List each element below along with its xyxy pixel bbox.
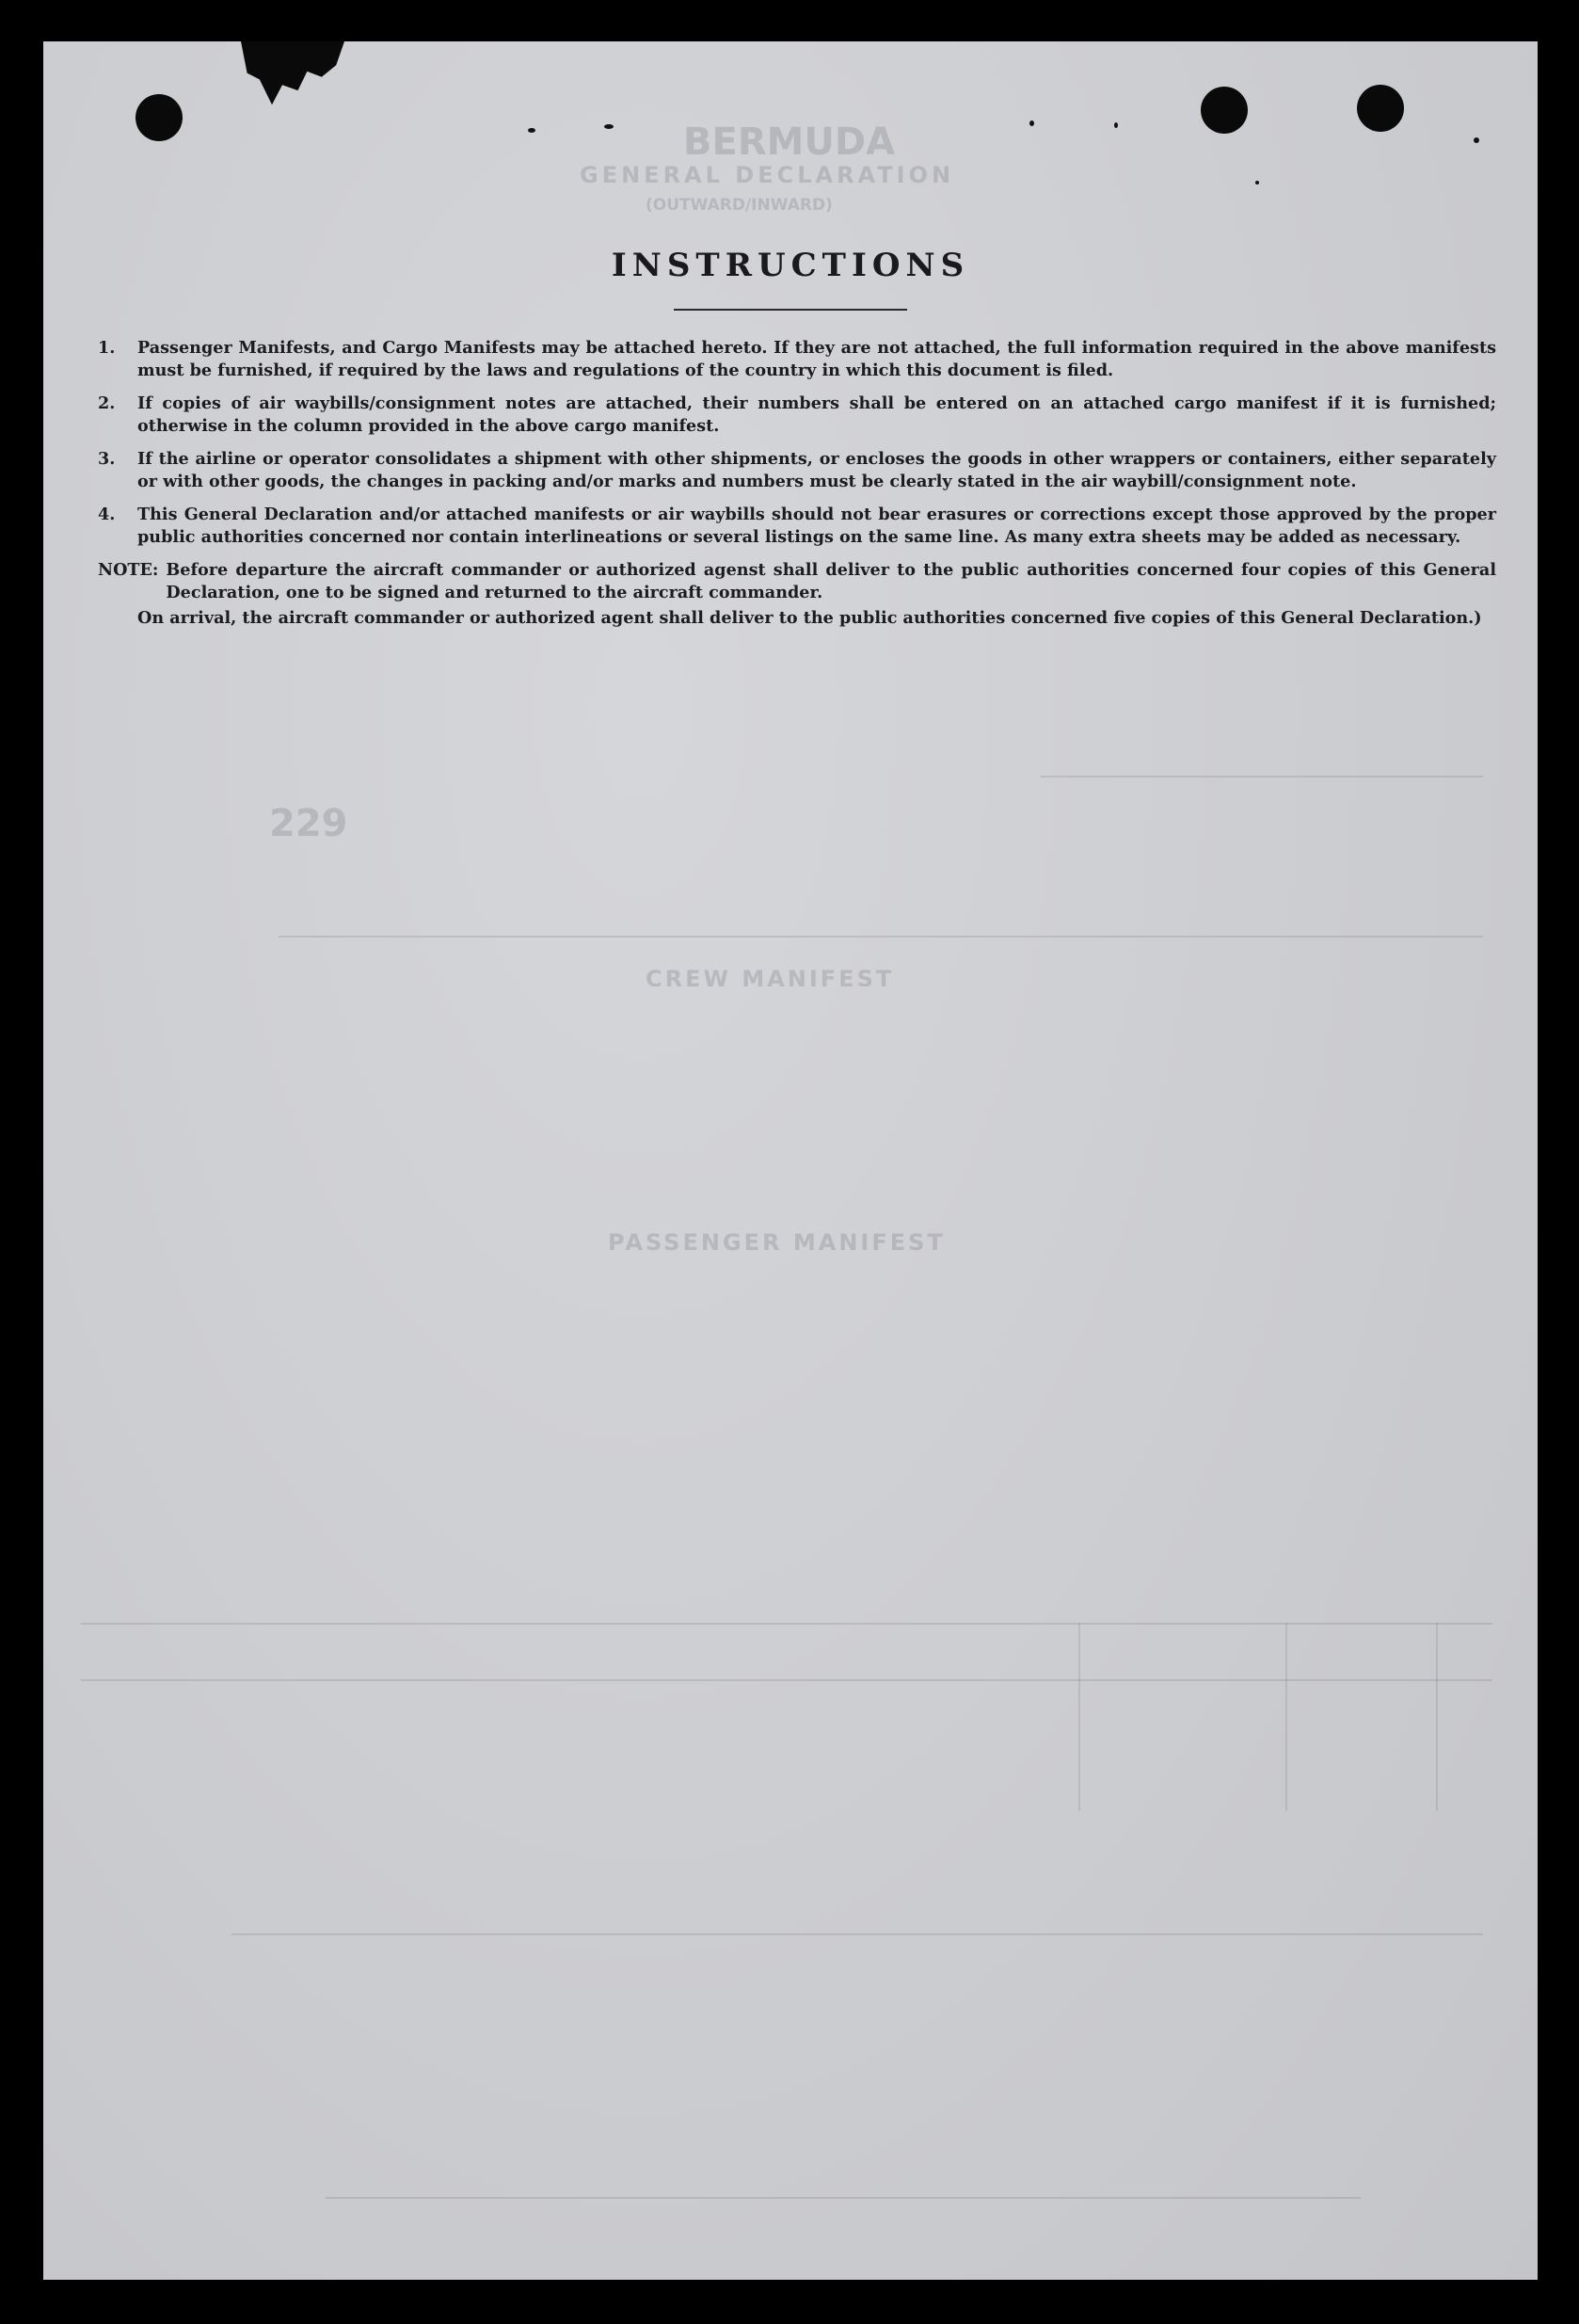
instruction-item [98,337,1496,381]
instruction-number: 2. [98,393,116,413]
speck [1255,181,1259,184]
speck [604,124,614,129]
bleed-through-header: BERMUDA [683,120,896,164]
bleed-through-direction: (OUTWARD/INWARD) [646,196,833,215]
speck [1114,122,1118,128]
bleed-through-number-stamp: 229 [269,802,348,845]
instructions-list [98,337,1496,630]
bleed-through-column [1436,1623,1438,1811]
instruction-text: This General Declaration and/or attached manifests or air waybills should not bear erasures or corrections except those approved by the proper public authorities concerned nor contain interlineations or several listings on the same line. As many extra sheets may be added as necessary. [137,505,1496,547]
instruction-item [98,504,1496,548]
instruction-number: 3. [98,449,116,469]
bleed-through-rule [231,1933,1483,1935]
document-sheet [43,41,1538,2280]
bleed-through-rule [326,2197,1361,2199]
bleed-through-rule [81,1623,1492,1625]
bleed-through-rule [279,936,1483,938]
torn-corner [241,41,344,120]
speck [1474,137,1479,143]
instruction-text: If the airline or operator consolidates a shipment with other shipments, or encloses the goods in other wrappers or containers, either separately or with other goods, the changes in packing and/or marks and numbers must be clearly stated in the air waybill/consignment note. [137,449,1496,491]
note-paragraph-departure: Before departure the aircraft commander or authorized agenst shall deliver to the public authorities concerned four copies of this General Declaration, one to be signed and returned to the aircraft commander. [166,560,1496,602]
note-block [98,559,1496,603]
note-paragraph-arrival: On arrival, the aircraft commander or authorized agent shall deliver to the public authorities concerned five copies of this General Declaration.) [137,608,1482,628]
bleed-through-rule [1041,776,1483,777]
instruction-item [98,393,1496,437]
speck [528,128,535,133]
punch-hole-left [136,94,183,141]
bleed-through-subheader: GENERAL DECLARATION [580,162,955,188]
instruction-item [98,448,1496,492]
note-label: NOTE: [98,560,159,580]
title-underline [674,309,907,311]
speck [1029,120,1034,126]
instruction-number: 1. [98,338,116,358]
bleed-through-rule [81,1679,1492,1681]
bleed-through-column [1285,1623,1287,1811]
instruction-text: Passenger Manifests, and Cargo Manifests may be attached hereto. If they are not attached, the full information required in the above manifests must be furnished, if required by the laws and regulations of the country in which this document is filed. [137,338,1496,380]
instruction-number: 4. [98,505,116,524]
bleed-through-column [1078,1623,1080,1811]
page-title: INSTRUCTIONS [611,247,970,284]
punch-hole-right-2 [1357,85,1404,132]
instruction-text: If copies of air waybills/consignment notes are attached, their numbers shall be entered on an attached cargo manifest if it is furnished; otherwise in the column provided in the above cargo manifest. [137,393,1496,436]
punch-hole-right-1 [1201,87,1248,134]
bleed-through-passenger-heading: PASSENGER MANIFEST [608,1229,946,1256]
bleed-through-crew-heading: CREW MANIFEST [646,966,895,992]
